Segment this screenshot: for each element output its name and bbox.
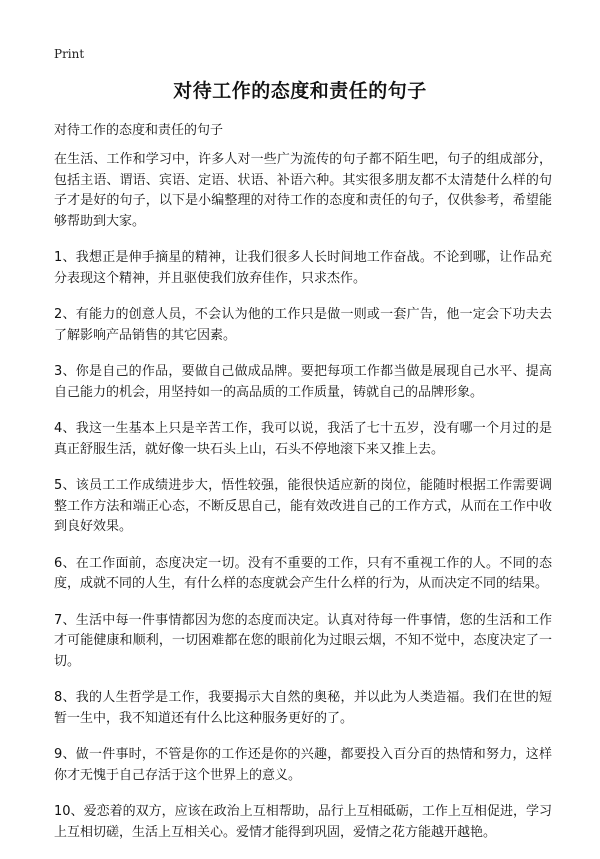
page-title: 对待工作的态度和责任的句子 — [173, 80, 427, 102]
print-link[interactable]: Print — [54, 47, 85, 61]
article-body — [54, 150, 552, 859]
sentence-paragraph-1: 1、我想正是伸手摘星的精神，让我们很多人长时间地工作奋战。不论到哪，让作品充分表现这个精神，并且驱使我们放弃佳作，只求杰作。 — [54, 250, 552, 286]
sentence-paragraph-6: 6、在工作面前，态度决定一切。没有不重要的工作，只有不重视工作的人。不同的态度，成就不同的人生，有什么样的态度就会产生什么样的行为，从而决定不同的结果。 — [54, 555, 552, 591]
sentence-paragraph-3: 3、你是自己的作品，要做自己做成品牌。要把每项工作都当做是展现自己水平、提高自己能力的机会，用坚持如一的高品质的工作质量，铸就自己的品牌形象。 — [54, 364, 552, 400]
sentence-paragraph-4: 4、我这一生基本上只是辛苦工作，我可以说，我活了七十五岁，没有哪一个月过的是真正舒服生活，就好像一块石头上山，石头不停地滚下来又推上去。 — [54, 421, 552, 457]
intro-paragraph: 在生活、工作和学习中，许多人对一些广为流传的句子都不陌生吧，句子的组成部分，包括主语、谓语、宾语、定语、状语、补语六种。其实很多朋友都不太清楚什么样的句子才是好的句子，以下是小编整理的对待工作的态度和责任的句子，仅供参考，希望能够帮助到大家。 — [54, 152, 552, 229]
sentence-paragraph-10: 10、爱恋着的双方，应该在政治上互相帮助，品行上互相砥砺，工作上互相促进，学习上互相切磋，生活上互相关心。爱情才能得到巩固，爱情之花方能越开越艳。 — [54, 804, 552, 840]
sentence-paragraph-5: 5、该员工工作成绩进步大，悟性较强，能很快适应新的岗位，能随时根据工作需要调整工作方法和端正心态，不断反思自己，能有效改进自己的工作方式，从而在工作中收到良好效果。 — [54, 478, 552, 534]
sentence-paragraph-9: 9、做一件事时，不管是你的工作还是你的兴趣，都要投入百分百的热情和努力，这样你才无愧于自己存活于这个世界上的意义。 — [54, 747, 552, 783]
sentence-paragraph-8: 8、我的人生哲学是工作，我要揭示大自然的奥秘，并以此为人类造福。我们在世的短暂一生中，我不知道还有什么比这种服务更好的了。 — [54, 690, 552, 726]
sentence-paragraph-2: 2、有能力的创意人员，不会认为他的工作只是做一则或一套广告，他一定会下功夫去了解影响产品销售的其它因素。 — [54, 307, 552, 343]
sentence-paragraph-7: 7、生活中每一件事情都因为您的态度而决定。认真对待每一件事情，您的生活和工作才可能健康和顺利，一切困难都在您的眼前化为过眼云烟，不知不觉中，态度决定了一切。 — [54, 612, 552, 669]
article-subtitle: 对待工作的态度和责任的句子 — [54, 123, 224, 138]
